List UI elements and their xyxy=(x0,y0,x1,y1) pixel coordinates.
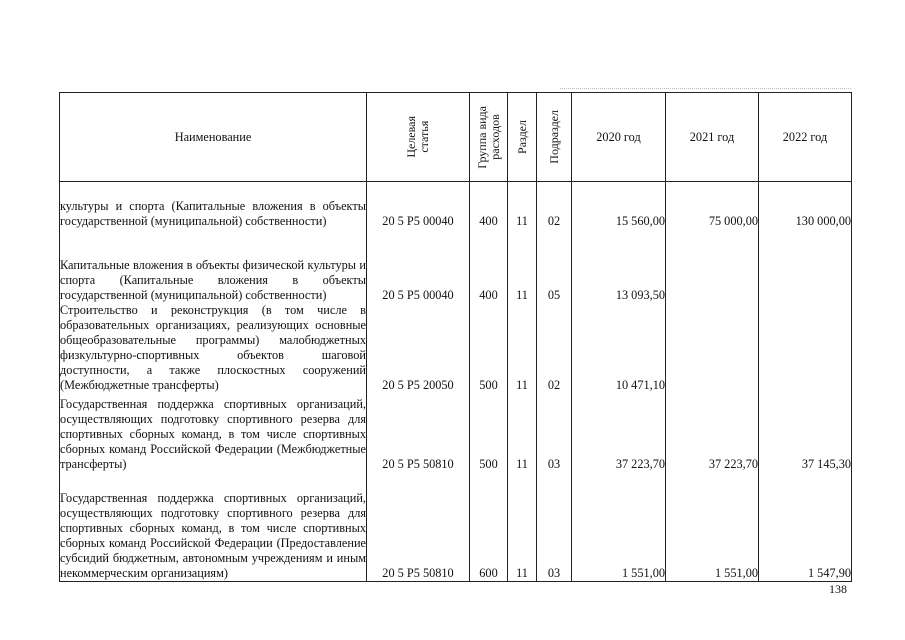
row-name: Государственная поддержка спортивных организаций, осуществляющих подготовку спортивного резерва для спортивных сборных команд, в том числе спортивных сборных команд Российской Федерации (Предоставление субсидий бюджетным, автономным учреждениям и иным некоммерческим организациям) xyxy=(60,472,367,582)
row-name: Строительство и реконструкция (в том числе в образовательных организациях, реализующих основные общеобразовательные программы) малобюджетных физкультурно-спортивных объектов шаговой доступности, а также плоскостных сооружений (Межбюджетные трансферты) xyxy=(60,302,366,392)
row-amount-2021 xyxy=(666,303,759,393)
row-target-article: 20 5 P5 20050 xyxy=(367,303,470,393)
row-amount-2022 xyxy=(759,229,852,303)
row-section: 11 xyxy=(508,472,537,582)
row-amount-2020: 37 223,70 xyxy=(572,393,666,472)
row-amount-2020: 1 551,00 xyxy=(572,472,666,582)
row-subsection: 03 xyxy=(537,472,572,582)
header-expense-group: Группа вида расходов xyxy=(470,93,508,182)
row-amount-2022: 37 145,30 xyxy=(759,393,852,472)
scan-artifact-line xyxy=(560,88,851,90)
row-amount-2020: 10 471,10 xyxy=(572,303,666,393)
header-2022: 2022 год xyxy=(759,93,852,182)
row-name: Капитальные вложения в объекты физической культуры и спорта (Капитальные вложения в объекты государственной (муниципальной) собственности) xyxy=(60,229,367,303)
row-subsection: 03 xyxy=(537,393,572,472)
row-expense-group: 500 xyxy=(470,303,508,393)
header-2020: 2020 год xyxy=(572,93,666,182)
row-subsection: 05 xyxy=(537,229,572,303)
row-section: 11 xyxy=(508,303,537,393)
row-amount-2022: 1 547,90 xyxy=(759,472,852,582)
page-number: 138 xyxy=(829,582,847,596)
row-expense-group: 600 xyxy=(470,472,508,582)
row-amount-2021 xyxy=(666,229,759,303)
row-section: 11 xyxy=(508,182,537,229)
header-name: Наименование xyxy=(60,93,367,182)
table-row xyxy=(60,303,852,393)
table-row xyxy=(60,393,852,472)
row-target-article: 20 5 P5 00040 xyxy=(367,182,470,229)
row-subsection: 02 xyxy=(537,303,572,393)
row-section: 11 xyxy=(508,393,537,472)
row-target-article: 20 5 P5 00040 xyxy=(367,229,470,303)
header-2021: 2021 год xyxy=(666,93,759,182)
table-header-row xyxy=(60,93,852,182)
row-expense-group: 400 xyxy=(470,229,508,303)
row-amount-2020: 13 093,50 xyxy=(572,229,666,303)
budget-table xyxy=(59,92,852,582)
row-subsection: 02 xyxy=(537,182,572,229)
row-target-article: 20 5 P5 50810 xyxy=(367,393,470,472)
row-amount-2021: 37 223,70 xyxy=(666,393,759,472)
row-amount-2020: 15 560,00 xyxy=(572,182,666,229)
header-subsection: Подраздел xyxy=(537,93,572,182)
row-target-article: 20 5 P5 50810 xyxy=(367,472,470,582)
row-amount-2021: 75 000,00 xyxy=(666,182,759,229)
row-name: Государственная поддержка спортивных организаций, осуществляющих подготовку спортивного резерва для спортивных сборных команд, в том числе спортивных сборных команд Российской Федерации (Межбюджетные трансферты) xyxy=(60,393,367,472)
row-amount-2021: 1 551,00 xyxy=(666,472,759,582)
row-section: 11 xyxy=(508,229,537,303)
row-expense-group: 500 xyxy=(470,393,508,472)
table-row xyxy=(60,182,852,229)
header-section: Раздел xyxy=(508,93,537,182)
row-expense-group: 400 xyxy=(470,182,508,229)
table-row xyxy=(60,472,852,582)
row-amount-2022: 130 000,00 xyxy=(759,182,852,229)
row-name: культуры и спорта (Капитальные вложения в объекты государственной (муниципальной) собственности) xyxy=(60,182,367,229)
table-row xyxy=(60,229,852,303)
row-amount-2022 xyxy=(759,303,852,393)
header-target-article: Целевая статья xyxy=(367,93,470,182)
